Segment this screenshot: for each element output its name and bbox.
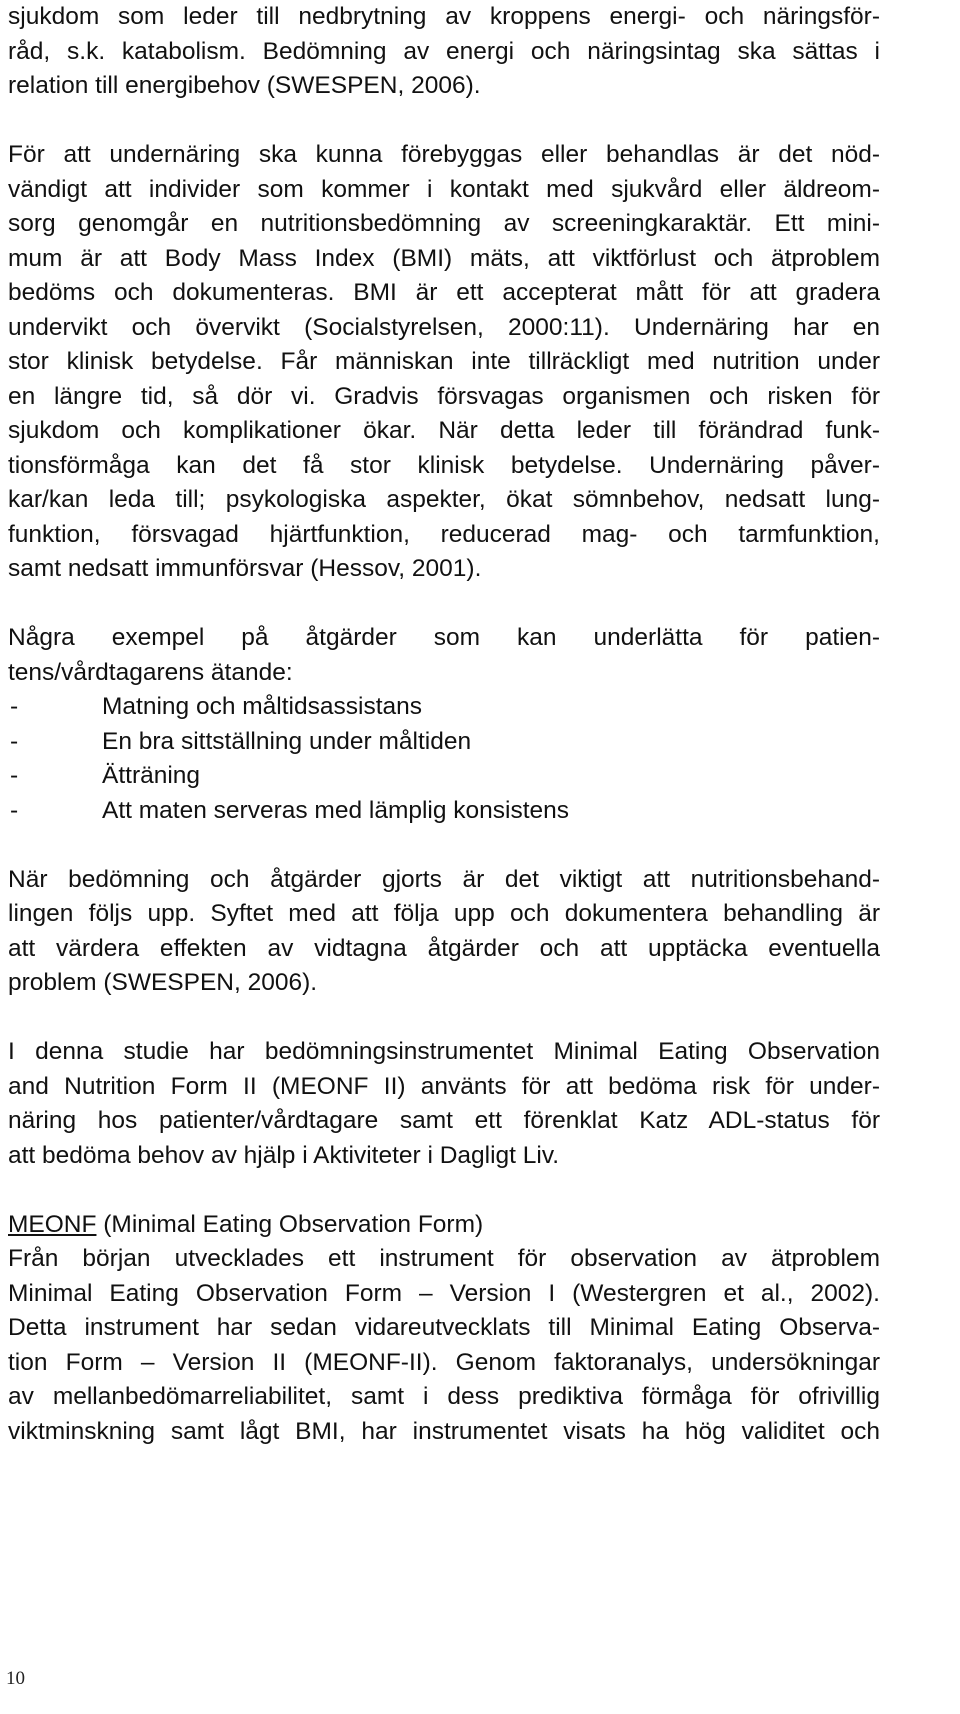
text-line: funktion, försvagad hjärtfunktion, reducerad mag- och tarmfunktion, <box>8 520 880 548</box>
text-line: samt nedsatt immunförsvar (Hessov, 2001). <box>8 555 482 582</box>
heading-abbreviation: MEONF <box>8 1210 97 1238</box>
text-line: viktminskning samt lågt BMI, har instrumentet visats ha hög validitet och <box>8 1417 880 1445</box>
text-line: en längre tid, så dör vi. Gradvis försvagas organismen och risken för <box>8 382 880 410</box>
text-line: problem (SWESPEN, 2006). <box>8 969 318 996</box>
paragraph-follow-up <box>8 863 880 1001</box>
paragraph-examples-intro <box>8 621 880 690</box>
text-line: tens/vårdtagarens ätande: <box>8 658 293 686</box>
text-line: undervikt och övervikt (Socialstyrelsen, 2000:11). Undernäring har en <box>8 313 880 341</box>
document-page <box>8 0 880 1449</box>
text-line: Från början utvecklades ett instrument för observation av ätproblem <box>8 1245 880 1272</box>
text-line: lingen följs upp. Syftet med att följa upp och dokumentera behandling är <box>8 900 880 927</box>
measures-list <box>8 690 880 828</box>
text-line: stor klinisk betydelse. Får människan inte tillräckligt med nutrition under <box>8 348 880 375</box>
text-line: bedöms och dokumenteras. BMI är ett accepterat mått för att gradera <box>8 279 880 306</box>
text-line: and Nutrition Form II (MEONF II) använts för att bedöma risk för under- <box>8 1072 880 1100</box>
text-line: relation till energibehov (SWESPEN, 2006). <box>8 72 481 99</box>
list-item <box>8 759 880 794</box>
text-line: sorg genomgår en nutritionsbedömning av screeningkaraktär. Ett mini- <box>8 210 880 237</box>
text-line: råd, s.k. katabolism. Bedömning av energi och näringsintag ska sättas i <box>8 37 880 65</box>
list-item <box>8 725 880 760</box>
list-item <box>8 794 880 829</box>
list-item-text: Att maten serveras med lämplig konsistens <box>102 796 570 824</box>
paragraph-screening <box>8 138 880 587</box>
list-dash: - <box>10 762 19 789</box>
text-line: Detta instrument har sedan vidareutvecklats till Minimal Eating Observa- <box>8 1314 880 1341</box>
list-dash: - <box>10 693 19 720</box>
text-line: tion Form – Version II (MEONF-II). Genom faktoranalys, undersökningar <box>8 1348 880 1376</box>
section-heading-meonf <box>8 1208 880 1243</box>
text-line: vändigt att individer som kommer i kontakt med sjukvård eller äldreom- <box>8 175 880 203</box>
list-item-text: Matning och måltidsassistans <box>102 693 423 720</box>
text-line: sjukdom och komplikationer ökar. När detta leder till förändrad funk- <box>8 417 880 444</box>
paragraph-meonf <box>8 1242 880 1449</box>
text-line: att bedöma behov av hjälp i Aktiviteter i Dagligt Liv. <box>8 1141 560 1169</box>
list-dash: - <box>10 796 19 824</box>
text-line: Minimal Eating Observation Form – Version I (Westergren et al., 2002). <box>8 1279 880 1307</box>
paragraph-catabolism <box>8 0 880 104</box>
list-item-text: Ätträning <box>102 762 201 789</box>
text-line: I denna studie har bedömningsinstrumentet Minimal Eating Observation <box>8 1038 880 1065</box>
text-line: kar/kan leda till; psykologiska aspekter, ökat sömnbehov, nedsatt lung- <box>8 486 880 513</box>
text-line: sjukdom som leder till nedbrytning av kroppens energi- och näringsför- <box>8 3 880 30</box>
paragraph-study <box>8 1035 880 1173</box>
list-item-text: En bra sittställning under måltiden <box>102 727 472 755</box>
list-dash: - <box>10 727 19 755</box>
list-item <box>8 690 880 725</box>
heading-rest: (Minimal Eating Observation Form) <box>96 1210 484 1238</box>
text-line: Några exempel på åtgärder som kan underlätta för patien- <box>8 624 880 651</box>
text-line: mum är att Body Mass Index (BMI) mäts, att viktförlust och ätproblem <box>8 244 880 272</box>
text-line: tionsförmåga kan det få stor klinisk betydelse. Undernäring påver- <box>8 451 880 479</box>
text-line: För att undernäring ska kunna förebyggas eller behandlas är det nöd- <box>8 141 880 168</box>
text-line: av mellanbedömarreliabilitet, samt i dess prediktiva förmåga för ofrivillig <box>8 1383 880 1410</box>
text-line: näring hos patienter/vårdtagare samt ett förenklat Katz ADL-status för <box>8 1107 880 1134</box>
page-number: 10 <box>6 1668 25 1689</box>
text-line: att värdera effekten av vidtagna åtgärder och att upptäcka eventuella <box>8 934 880 962</box>
text-line: När bedömning och åtgärder gjorts är det viktigt att nutritionsbehand- <box>8 865 880 893</box>
